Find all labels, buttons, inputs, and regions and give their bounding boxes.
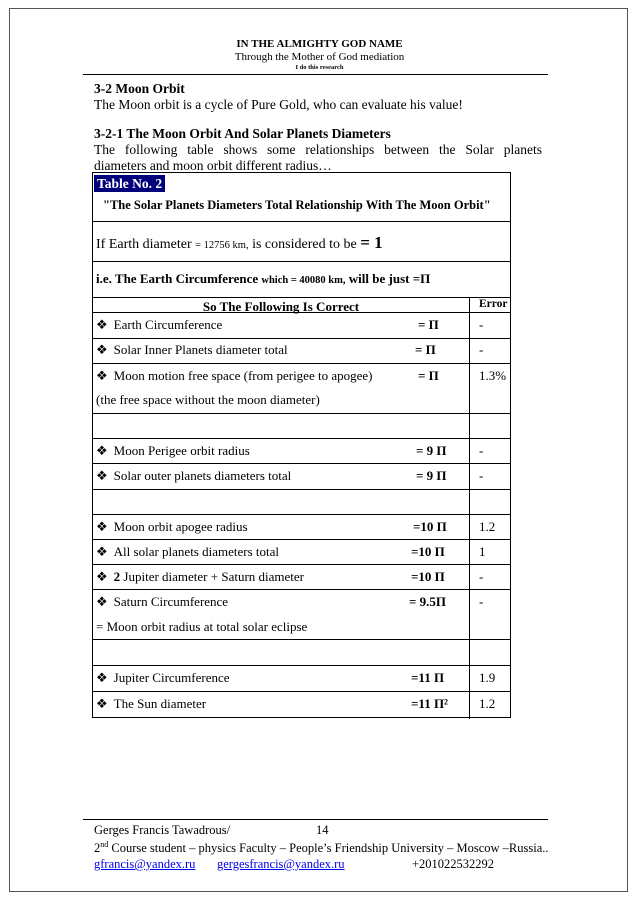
diamond-bullet-icon: ❖ xyxy=(96,468,108,483)
column-header-error: Error xyxy=(479,298,508,310)
footer-author: Gerges Francis Tawadrous/ xyxy=(94,823,231,837)
diamond-bullet-icon: ❖ xyxy=(96,569,108,584)
row-value: =10 Π xyxy=(411,544,445,559)
paragraph-line-2: diameters and moon orbit different radius… xyxy=(94,158,332,173)
subsection-heading: 3-2-1 The Moon Orbit And Solar Planets Diameters xyxy=(94,126,391,141)
table-row: ❖ Solar outer planets diameters total xyxy=(96,468,292,483)
table-row: ❖ All solar planets diameters total xyxy=(96,544,279,559)
diamond-bullet-icon: ❖ xyxy=(96,342,108,357)
table-row: ❖ Moon Perigee orbit radius xyxy=(96,443,250,458)
diamond-bullet-icon: ❖ xyxy=(96,368,108,383)
table-title: "The Solar Planets Diameters Total Relationship With The Moon Orbit" xyxy=(103,198,491,212)
header-title: IN THE ALMIGHTY GOD NAME xyxy=(236,38,403,50)
row-value: =11 Π xyxy=(411,670,445,685)
row-error: - xyxy=(479,468,484,483)
earth-circumference-line: i.e. The Earth Circumference which = 40080 km, will be just =Π xyxy=(96,271,431,286)
row-error: 1.9 xyxy=(479,670,496,685)
column-header-relations: So The Following Is Correct xyxy=(202,299,360,314)
page-number: 14 xyxy=(316,823,329,837)
row-value: =10 Π xyxy=(411,569,445,584)
row-value: = Π xyxy=(418,317,439,332)
relationship-table xyxy=(92,172,511,718)
diamond-bullet-icon: ❖ xyxy=(96,670,108,685)
header-subtitle: Through the Mother of God mediation xyxy=(234,51,405,63)
row-error: - xyxy=(479,569,484,584)
paragraph-line-1: The following table shows some relationships between the Solar planets xyxy=(94,142,542,157)
table-label: Table No. 2 xyxy=(94,175,165,192)
row-error: - xyxy=(479,443,484,458)
table-row: ❖ Earth Circumference xyxy=(96,317,223,332)
row-value: =10 Π xyxy=(413,519,447,534)
email-link-2[interactable]: gergesfrancis@yandex.ru xyxy=(217,857,345,871)
table-row: ❖ 2 Jupiter diameter + Saturn diameter xyxy=(96,569,305,584)
table-row: ❖ Solar Inner Planets diameter total xyxy=(96,342,288,357)
table-row: ❖ Jupiter Circumference xyxy=(96,670,230,685)
row-value: = 9 Π xyxy=(416,468,447,483)
footer-rule xyxy=(83,819,548,820)
diamond-bullet-icon: ❖ xyxy=(96,594,108,609)
row-error: 1.2 xyxy=(479,696,496,711)
row-value: = Π xyxy=(415,342,436,357)
table-row: ❖ The Sun diameter xyxy=(96,696,207,711)
row-value: =11 Π² xyxy=(411,696,448,711)
diamond-bullet-icon: ❖ xyxy=(96,544,108,559)
row-value: = 9 Π xyxy=(416,443,447,458)
table-row: ❖ Moon motion free space (from perigee to apogee) xyxy=(96,368,373,383)
footer-course: 2nd Course student – physics Faculty – People’s Friendship University – Moscow –Russia.. xyxy=(94,840,549,856)
header-note: I do this research xyxy=(295,64,344,71)
diamond-bullet-icon: ❖ xyxy=(96,696,108,711)
row-error: - xyxy=(479,594,484,609)
row-value: = 9.5Π xyxy=(409,594,447,609)
row-error: - xyxy=(479,317,484,332)
row-note: = Moon orbit radius at total solar eclipse xyxy=(96,619,308,634)
diamond-bullet-icon: ❖ xyxy=(96,519,108,534)
row-error: 1 xyxy=(479,544,486,559)
earth-diameter-line: If Earth diameter = 12756 km, is considered to be = 1 xyxy=(96,233,383,252)
phone-number: +201022532292 xyxy=(412,857,495,871)
row-note: (the free space without the moon diameter) xyxy=(96,392,320,407)
table-row: ❖ Moon orbit apogee radius xyxy=(96,519,248,534)
row-value: = Π xyxy=(418,368,439,383)
diamond-bullet-icon: ❖ xyxy=(96,317,108,332)
diamond-bullet-icon: ❖ xyxy=(96,443,108,458)
row-error: - xyxy=(479,342,484,357)
section-intro: The Moon orbit is a cycle of Pure Gold, who can evaluate his value! xyxy=(94,97,463,112)
row-error: 1.3% xyxy=(479,368,507,383)
table-row: ❖ Saturn Circumference xyxy=(96,594,229,609)
header-rule xyxy=(83,74,548,75)
section-heading: 3-2 Moon Orbit xyxy=(94,81,185,96)
row-error: 1.2 xyxy=(479,519,496,534)
email-link-1[interactable]: gfrancis@yandex.ru xyxy=(94,857,196,871)
